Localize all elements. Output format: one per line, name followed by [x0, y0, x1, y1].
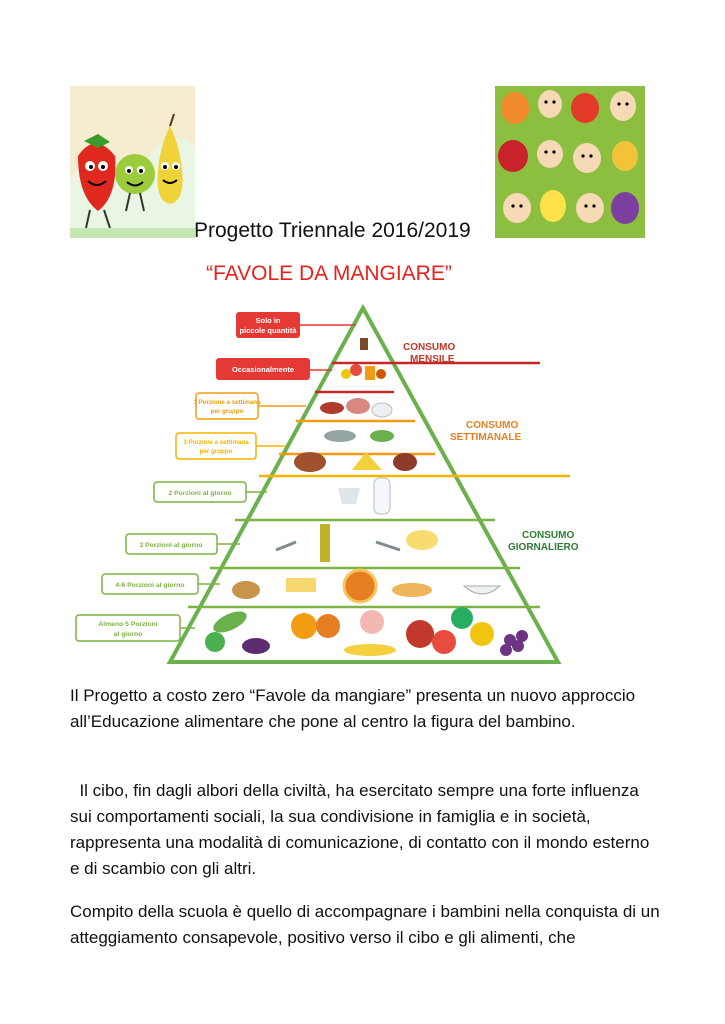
svg-text:4-6 Porzioni al giorno: 4-6 Porzioni al giorno: [115, 582, 185, 589]
food-pyramid-graphic: [70, 300, 610, 672]
svg-text:per gruppo: per gruppo: [210, 408, 244, 415]
food-society-paragraph: Il cibo, fin dagli albori della civiltà, ha esercitato sempre una forte influenza sui comportamenti sociali, la sua condivisione in famiglia e in società, rappresenta una modalità di comunicazione, di contatto con il mondo esterno e di scambio con gli altri.: [70, 781, 655, 878]
svg-text:CONSUMO: CONSUMO: [403, 342, 456, 353]
level-label-7: [102, 574, 198, 594]
intro-paragraph: Il Progetto a costo zero “Favole da mangiare” presenta un nuovo approccio all’Educazione alimentare che pone al centro la figura del bambino.: [70, 686, 636, 731]
level-label-3: [193, 393, 261, 419]
svg-text:2 Porzioni al giorno: 2 Porzioni al giorno: [168, 490, 232, 497]
cartoon-vegetable-kids-image: [495, 86, 645, 238]
svg-text:piccole quantità: piccole quantità: [239, 326, 297, 335]
svg-text:1 Porzione a settimana: 1 Porzione a settimana: [193, 399, 261, 406]
consumo-settimanale-label: [450, 420, 521, 443]
page-subtitle: “FAVOLE DA MANGIARE”: [206, 262, 452, 285]
level-label-8: [76, 615, 180, 641]
svg-text:Occasionalmente: Occasionalmente: [231, 365, 295, 374]
food-pyramid: [70, 300, 610, 672]
cartoon-fruits-image: [70, 86, 195, 238]
svg-text:3 Porzioni al giorno: 3 Porzioni al giorno: [139, 542, 203, 549]
consumo-mensile-label: [403, 342, 455, 365]
level-label-4: [176, 433, 256, 459]
svg-text:MENSILE: MENSILE: [410, 354, 455, 365]
level-label-5: [154, 482, 246, 502]
level-label-2: [216, 358, 310, 380]
level-label-1: [236, 312, 300, 338]
svg-text:Solo in: Solo in: [255, 316, 281, 325]
svg-text:per gruppo: per gruppo: [199, 448, 233, 455]
consumo-giornaliero-label: [508, 530, 579, 553]
level-label-6: [126, 534, 217, 554]
svg-text:GIORNALIERO: GIORNALIERO: [508, 542, 579, 553]
svg-text:3 Porzioni a settimana: 3 Porzioni a settimana: [183, 439, 249, 446]
svg-text:CONSUMO: CONSUMO: [522, 530, 575, 541]
svg-text:CONSUMO: CONSUMO: [466, 420, 519, 431]
page-title: Progetto Triennale 2016/2019: [194, 219, 471, 242]
svg-text:Almeno 5 Porzioni: Almeno 5 Porzioni: [98, 621, 158, 628]
svg-text:SETTIMANALE: SETTIMANALE: [450, 432, 522, 443]
school-role-paragraph: Compito della scuola è quello di accompagnare i bambini nella conquista di un atteggiamento consapevole, positivo verso il cibo e gli alimenti, che: [70, 902, 660, 947]
svg-text:al giorno: al giorno: [113, 631, 143, 638]
